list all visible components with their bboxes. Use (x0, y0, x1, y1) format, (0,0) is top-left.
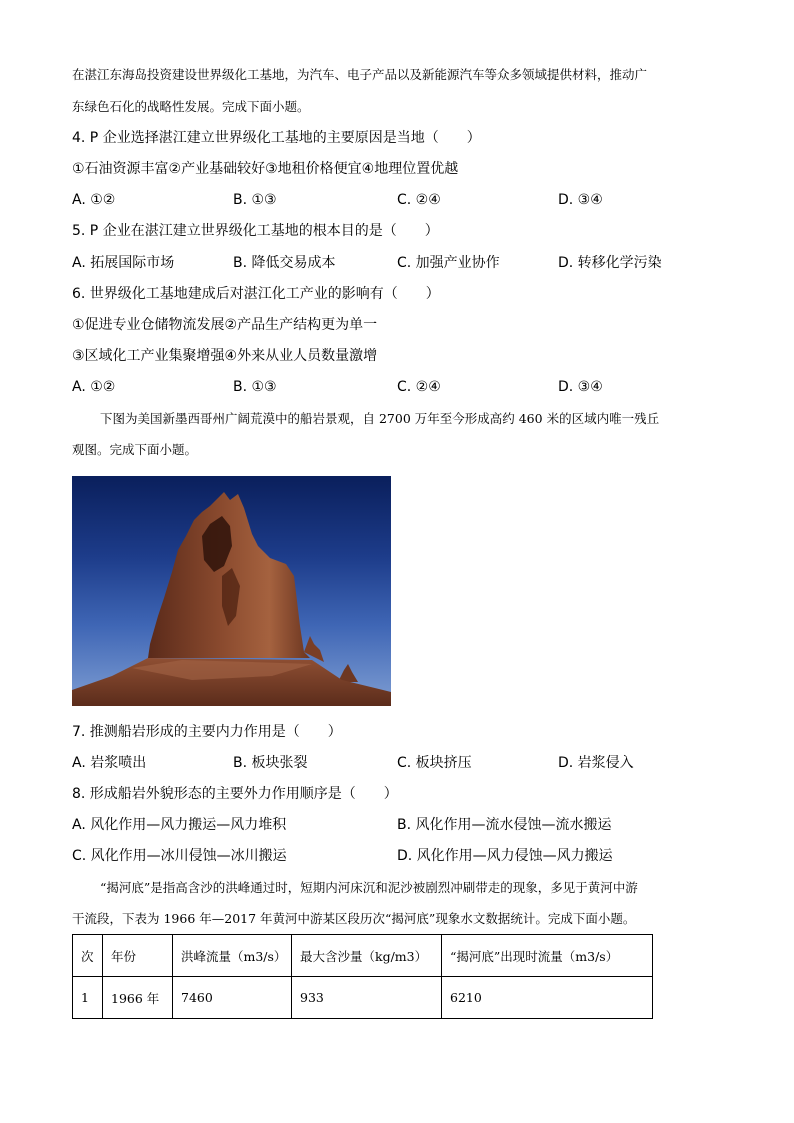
question-6-items-2: ③区域化工产业集聚增强④外来从业人员数量激增 (72, 348, 378, 364)
table-row (73, 977, 653, 1019)
question-4-option-a: A. ①② (72, 192, 116, 208)
intro3-line-2: 干流段，下表为 1966 年—2017 年黄河中游某区段历次“揭河底”现象水文数据统计。完成下面小题。 (72, 911, 636, 926)
question-5-option-c: C. 加强产业协作 (397, 255, 500, 271)
shiprock-photo (72, 476, 391, 706)
question-6-stem: 6. 世界级化工基地建成后对湛江化工产业的影响有（ ） (72, 286, 440, 302)
question-8-option-d: D. 风化作用—风力侵蚀—风力搬运 (397, 848, 613, 864)
question-7-stem: 7. 推测船岩形成的主要内力作用是（ ） (72, 724, 342, 740)
question-5-option-b: B. 降低交易成本 (233, 255, 336, 271)
table-cell: 1966 年 (103, 977, 173, 1019)
question-7-option-d: D. 岩浆侵入 (558, 755, 634, 771)
table-header-cell: 洪峰流量（m3/s） (173, 935, 292, 977)
table-header-row (73, 935, 653, 977)
hydrology-table (72, 934, 653, 1019)
question-4-items: ①石油资源丰富②产业基础较好③地租价格便宜④地理位置优越 (72, 161, 459, 177)
question-4-stem: 4. P 企业选择湛江建立世界级化工基地的主要原因是当地（ ） (72, 130, 481, 146)
table-header-cell: 次 (73, 935, 103, 977)
question-8-option-c: C. 风化作用—冰川侵蚀—冰川搬运 (72, 848, 287, 864)
table-cell: 6210 (442, 977, 653, 1019)
table-header-cell: 最大含沙量（kg/m3） (292, 935, 442, 977)
question-6-option-b: B. ①③ (233, 379, 277, 395)
question-4-option-c: C. ②④ (397, 192, 441, 208)
question-5-option-a: A. 拓展国际市场 (72, 255, 175, 271)
question-7-option-b: B. 板块张裂 (233, 755, 308, 771)
table-cell: 1 (73, 977, 103, 1019)
table-header-cell: “揭河底”出现时流量（m3/s） (442, 935, 653, 977)
question-6-option-c: C. ②④ (397, 379, 441, 395)
question-5-option-d: D. 转移化学污染 (558, 255, 662, 271)
intro-line-1: 在湛江东海岛投资建设世界级化工基地，为汽车、电子产品以及新能源汽车等众多领域提供材料，推动广 (72, 67, 648, 82)
table-header-cell: 年份 (103, 935, 173, 977)
question-4-option-b: B. ①③ (233, 192, 277, 208)
question-6-option-d: D. ③④ (558, 379, 603, 395)
question-4-option-d: D. ③④ (558, 192, 603, 208)
intro-line-2: 东绿色石化的战略性发展。完成下面小题。 (72, 99, 310, 114)
question-7-option-a: A. 岩浆喷出 (72, 755, 147, 771)
question-6-option-a: A. ①② (72, 379, 116, 395)
question-8-option-a: A. 风化作用—风力搬运—风力堆积 (72, 817, 287, 833)
question-8-stem: 8. 形成船岩外貌形态的主要外力作用顺序是（ ） (72, 786, 398, 802)
intro3-line-1: “揭河底”是指高含沙的洪峰通过时，短期内河床沉和泥沙被剧烈冲刷带走的现象，多见于黄河中游 (100, 880, 638, 895)
question-7-option-c: C. 板块挤压 (397, 755, 472, 771)
question-8-option-b: B. 风化作用—流水侵蚀—流水搬运 (397, 817, 612, 833)
intro2-line-1: 下图为美国新墨西哥州广阔荒漠中的船岩景观，自 2700 万年至今形成高约 460 米的区域内唯一残丘 (100, 411, 660, 426)
question-5-stem: 5. P 企业在湛江建立世界级化工基地的根本目的是（ ） (72, 223, 439, 239)
question-6-items-1: ①促进专业仓储物流发展②产品生产结构更为单一 (72, 317, 378, 333)
table-cell: 7460 (173, 977, 292, 1019)
intro2-line-2: 观图。完成下面小题。 (72, 442, 198, 457)
table-cell: 933 (292, 977, 442, 1019)
